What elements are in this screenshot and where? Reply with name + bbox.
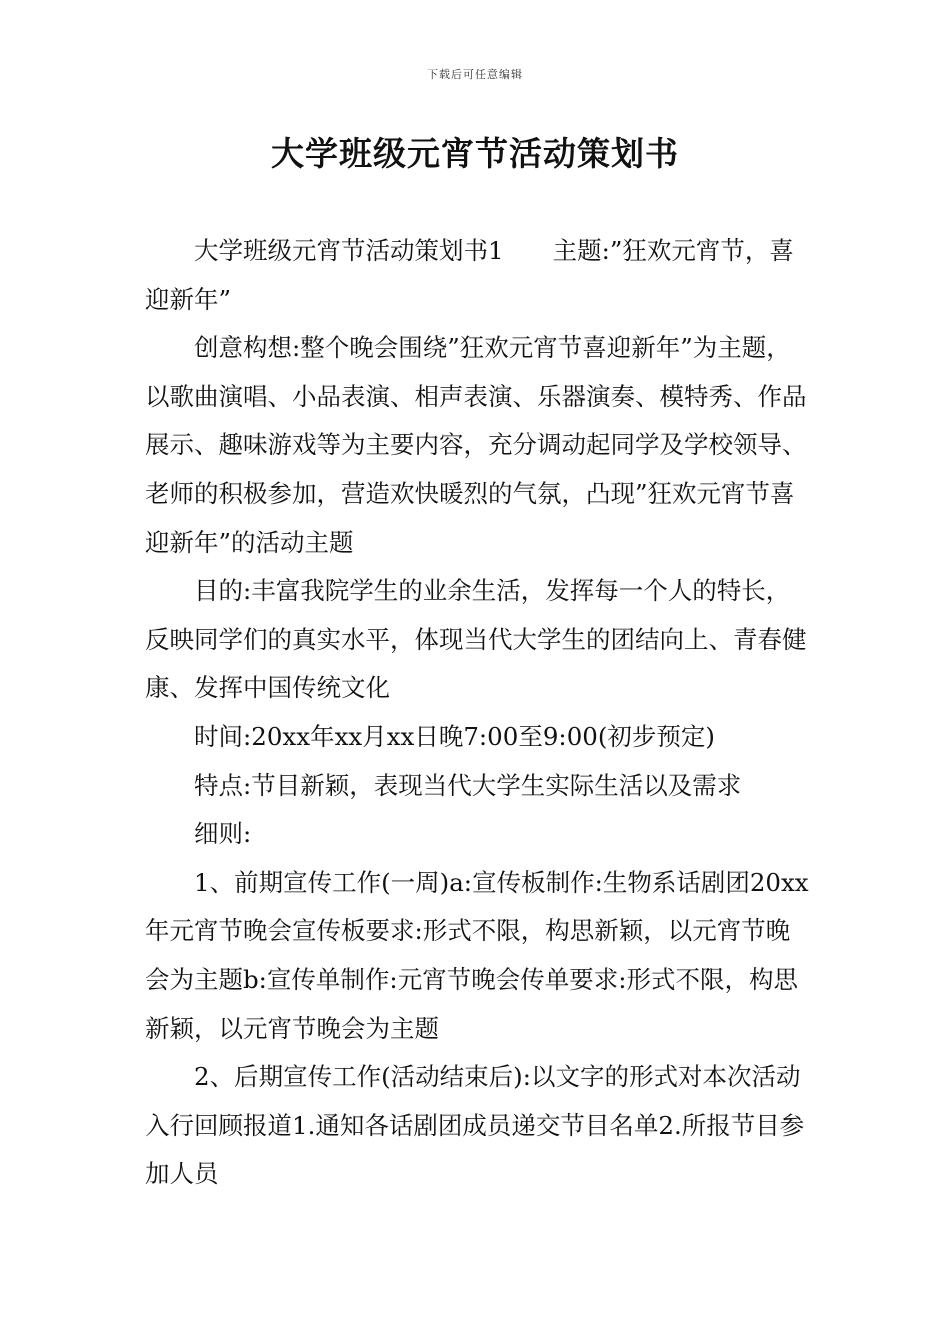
paragraph-pre-publicity: 1、前期宣传工作(一周)a:宣传板制作:生物系话剧团20xx年元宵节晚会宣传板要求:形式不限，构思新颖，以元宵节晚会为主题b:宣传单制作:元宵节晚会传单要求:形式不限，构思新颖，以元宵节晚会为主题 xyxy=(145,867,809,1043)
paragraph-purpose: 目的:丰富我院学生的业余生活，发挥每一个人的特长，反映同学们的真实水平，体现当代大学生的团结向上、青春健康、发挥中国传统文化 xyxy=(145,576,807,703)
paragraph-features: 特点:节目新颖，表现当代大学生实际生活以及需求 xyxy=(194,770,742,800)
document-body xyxy=(145,227,810,1199)
paragraph-time: 时间:20xx年xx月xx日晚7:00至9:00(初步预定) xyxy=(194,721,715,751)
paragraph-intro: 大学班级元宵节活动策划书1 主题:”狂欢元宵节，喜迎新年” xyxy=(145,236,794,314)
paragraph-details-heading: 细则: xyxy=(194,819,252,849)
paragraph-post-publicity: 2、后期宣传工作(活动结束后):以文字的形式对本次活动入行回顾报道1.通知各话剧团成员递交节目名单2.所报节目参加人员 xyxy=(145,1062,805,1189)
paragraph-concept: 创意构想:整个晚会围绕”狂欢元宵节喜迎新年”为主题，以歌曲演唱、小品表演、相声表演、乐器演奏、模特秀、作品展示、趣味游戏等为主要内容，充分调动起同学及学校领导、老师的积极参加，营造欢快暖烈的气氛，凸现”狂欢元宵节喜迎新年”的活动主题 xyxy=(145,333,807,557)
document-title: 大学班级元宵节活动策划书 xyxy=(271,134,679,173)
header-note: 下载后可任意编辑 xyxy=(427,68,523,81)
